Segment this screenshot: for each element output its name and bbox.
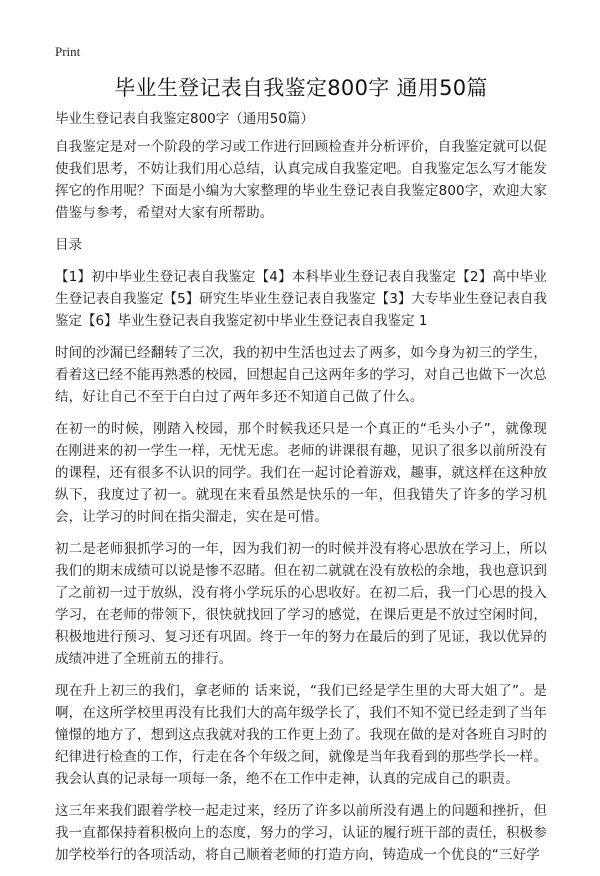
table-of-contents — [55, 266, 547, 332]
document-subtitle: 毕业生登记表自我鉴定800字（通用50篇） — [55, 111, 314, 127]
toc-item-3[interactable]: 【3】大专毕业生登记表自我鉴定 — [55, 291, 548, 329]
intro-paragraph: 自我鉴定是对一个阶段的学习或工作进行回顾检查并分析评价，自我鉴定就可以促使我们思考，不妨让我们用心总结，认真完成自我鉴定吧。自我鉴定怎么写才能发挥它的作用呢？下面是小编为大家整理的毕业生登记表自我鉴定800字，欢迎大家借鉴与参考，希望对大家有所帮助。 — [55, 139, 547, 221]
body-paragraph-1: 时间的沙漏已经翻转了三次，我的初中生活也过去了两多，如今身为初三的学生，看着这已经不能再熟悉的校园，回想起自己这两年多的学习，对自己也做下一次总结，好让自己不至于白白过了两年多还不知道自己做了什么。 — [55, 345, 547, 405]
print-label[interactable]: Print — [55, 44, 81, 59]
toc-item-1[interactable]: 【1】初中毕业生登记表自我鉴定 — [55, 269, 256, 285]
section-heading: 初中毕业生登记表自我鉴定 1 — [252, 313, 428, 329]
body-paragraph-3: 初二是老师狠抓学习的一年，因为我们初一的时候并没有将心思放在学习上，所以我们的期末成绩可以说是惨不忍睹。但在初二就就在没有放松的余地，我也意识到了之前初一过于放纵，没有将小学玩乐的心思收好。在初二后，我一门心思的投入学习，在老师的带领下，很快就找回了学习的感觉，在课后更是不放过空闲时间，积极地进行预习、复习还有巩固。终于一年的努力在最后的到了见证，我以优异的成绩冲进了全班前五的排行。 — [55, 541, 547, 667]
toc-item-5[interactable]: 【5】研究生毕业生登记表自我鉴定 — [163, 291, 376, 307]
body-paragraph-4: 现在升上初三的我们，拿老师的 话来说，“我们已经是学生里的大哥大姐了”。是啊，在这所学校里再没有比我们大的高年级学长了，我们不知不觉已经走到了当年憧憬的地方了，想到这点我就对我的工作更上劲了。我现在做的是对各班自习时的纪律进行检查的工作，行走在各个年级之间，就像是当年我看到的那些学长一样。我会认真的记录每一项每一条，绝不在工作中走神，认真的完成自己的职责。 — [55, 683, 547, 787]
document-page — [55, 44, 547, 876]
toc-heading: 目录 — [55, 237, 82, 253]
toc-item-6[interactable]: 【6】毕业生登记表自我鉴定 — [82, 313, 253, 329]
body-paragraph-5: 这三年来我们跟着学校一起走过来，经历了许多以前所没有遇上的问题和挫折，但我一直都保持着积极向上的态度，努力的学习，认证的履行班干部的责任，积极参加学校举行的各项活动，将自己顺着老师的打造方向，铸造成一个优良的“三好学 — [55, 803, 547, 863]
toc-item-4[interactable]: 【4】本科毕业生登记表自我鉴定 — [255, 269, 457, 285]
page-title: 毕业生登记表自我鉴定800字 通用50篇 — [114, 76, 488, 100]
toc-item-2[interactable]: 【2】高中毕业生登记表自我鉴定 — [55, 269, 548, 307]
body-paragraph-2: 在初一的时候，刚踏入校园，那个时候我还只是一个真正的“毛头小子”，就像现在刚进来的初一学生一样，无忧无虑。老师的讲课很有趣，见识了很多以前所没有的课程，还有很多不认识的同学。我们在一起讨论着游戏，趣事，就这样在这种放纵下，我度过了初一。就现在来看虽然是快乐的一年，但我错失了许多的学习机会，让学习的时间在指尖溜走，实在是可惜。 — [55, 421, 547, 525]
